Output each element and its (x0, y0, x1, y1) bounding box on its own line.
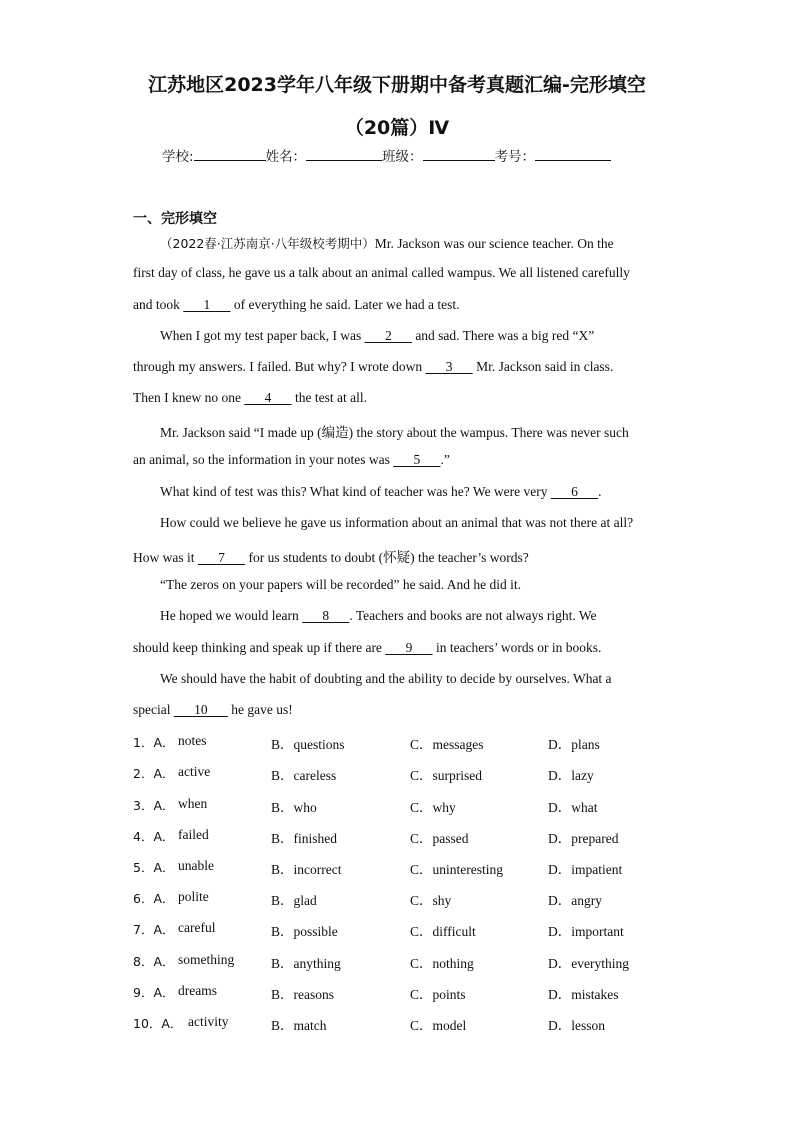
option-c: C．messages (410, 737, 484, 752)
option-c: C．points (410, 987, 466, 1002)
name-label: 姓名： (265, 149, 307, 165)
passage-line: What kind of test was this? What kind of teacher was he? We were very 6 . (160, 484, 602, 499)
passage-line: should keep thinking and speak up if there are 9 in teachers’ words or in books. (133, 640, 602, 655)
option-d: D．impatient (548, 862, 623, 877)
passage-line: How could we believe he gave us information about an animal that was not there at all? (160, 515, 634, 530)
school-blank (194, 147, 266, 161)
option-a: failed (178, 827, 209, 842)
blank-10: 10 (173, 702, 228, 717)
blank-1: 1 (183, 297, 231, 312)
question-number: 9．A． (133, 985, 175, 1000)
option-c: C．nothing (410, 956, 474, 971)
name-blank (306, 147, 382, 161)
blank-9: 9 (385, 640, 433, 655)
option-b: B．incorrect (271, 862, 342, 877)
option-d: D．important (548, 924, 624, 939)
option-b: B．possible (271, 924, 338, 939)
option-b: B．anything (271, 956, 341, 971)
question-number: 4．A． (133, 829, 175, 844)
blank-6: 6 (550, 484, 599, 499)
option-d: D．everything (548, 956, 629, 971)
option-a: dreams (178, 983, 217, 998)
section-title: 一、完形填空 (133, 211, 217, 227)
option-c: C．model (410, 1018, 467, 1033)
student-info-line (162, 145, 611, 165)
option-a: notes (178, 733, 207, 748)
option-a: activity (188, 1014, 229, 1029)
option-a: active (178, 764, 211, 779)
passage-line: How was it 7 for us students to doubt (怀疑) the teacher’s words? (133, 550, 529, 565)
option-b: B．who (271, 800, 317, 815)
passage-line: Then I knew no one 4 the test at all. (133, 390, 367, 405)
option-a: careful (178, 920, 216, 935)
blank-5: 5 (393, 452, 441, 467)
option-b: B．glad (271, 893, 317, 908)
blank-2: 2 (364, 328, 412, 343)
option-d: D．lazy (548, 768, 594, 783)
option-a: unable (178, 858, 214, 873)
option-a: polite (178, 889, 209, 904)
option-d: D．angry (548, 893, 602, 908)
document-title: 江苏地区2023学年八年级下册期中备考真题汇编-完形填空 (148, 74, 646, 96)
option-a: something (178, 952, 235, 967)
question-number: 7．A． (133, 922, 175, 937)
question-number: 2．A． (133, 766, 175, 781)
option-c: C．why (410, 800, 456, 815)
passage-source: （2022春·江苏南京·八年级校考期中） (160, 236, 375, 251)
option-b: B．match (271, 1018, 327, 1033)
question-number: 5．A． (133, 860, 175, 875)
exam-no-label: 考号： (494, 149, 536, 165)
passage-line: and took 1 of everything he said. Later we had a test. (133, 297, 460, 312)
option-b: B．reasons (271, 987, 334, 1002)
blank-3: 3 (425, 359, 473, 374)
blank-4: 4 (244, 390, 292, 405)
document-subtitle: （20篇）Ⅳ (344, 117, 450, 139)
passage-line: He hoped we would learn 8 . Teachers and books are not always right. We (160, 608, 597, 623)
class-label: 班级： (382, 149, 423, 165)
option-c: C．uninteresting (410, 862, 503, 877)
passage-line: an animal, so the information in your notes was 5 .” (133, 452, 450, 467)
option-c: C．surprised (410, 768, 482, 783)
passage-line: through my answers. I failed. But why? I wrote down 3 Mr. Jackson said in class. (133, 359, 614, 374)
question-number: 8．A． (133, 954, 175, 969)
option-b: B．careless (271, 768, 337, 783)
option-d: D．plans (548, 737, 600, 752)
option-d: D．prepared (548, 831, 619, 846)
question-number: 6．A． (133, 891, 175, 906)
passage-line: “The zeros on your papers will be recorded” he said. And he did it. (160, 577, 522, 592)
blank-7: 7 (197, 550, 246, 565)
option-d: D．lesson (548, 1018, 605, 1033)
passage-line: When I got my test paper back, I was 2 and sad. There was a big red “X” (160, 328, 595, 343)
passage-line: We should have the habit of doubting and the ability to decide by ourselves. What a (160, 671, 612, 686)
blank-8: 8 (302, 608, 350, 623)
option-d: D．mistakes (548, 987, 619, 1002)
option-a: when (178, 796, 208, 811)
school-label: 学校: (162, 149, 194, 165)
class-blank (423, 147, 495, 161)
option-c: C．difficult (410, 924, 476, 939)
exam-no-blank (535, 147, 611, 161)
passage-line: special 10 he gave us! (133, 702, 293, 717)
option-b: B．finished (271, 831, 337, 846)
passage-line: first day of class, he gave us a talk about an animal called wampus. We all listened carefully (133, 265, 630, 280)
passage-line: （2022春·江苏南京·八年级校考期中）Mr. Jackson was our science teacher. On the (160, 236, 614, 251)
option-d: D．what (548, 800, 598, 815)
passage-line: Mr. Jackson said “I made up (编造) the story about the wampus. There was never such (160, 425, 629, 440)
question-number: 3．A． (133, 798, 175, 813)
question-number: 1．A． (133, 735, 175, 750)
option-c: C．shy (410, 893, 452, 908)
option-c: C．passed (410, 831, 469, 846)
option-b: B．questions (271, 737, 345, 752)
question-number: 10．A． (133, 1016, 183, 1031)
